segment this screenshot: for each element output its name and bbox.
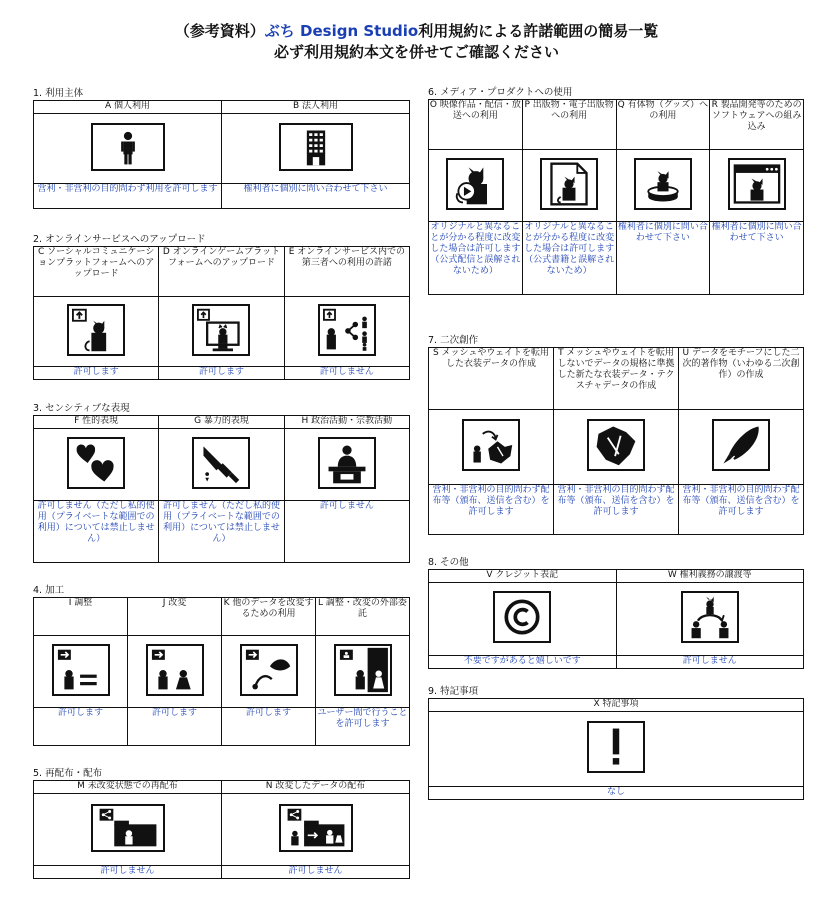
- header-u: U データをモチーフにした二次的著作物（いわゆる二次創作）の作成: [679, 348, 804, 410]
- section-title: 5. 再配布・配布: [33, 768, 103, 779]
- outsource-icon: [334, 644, 392, 696]
- result-c: 許可します: [34, 367, 159, 380]
- result-b: 権利者に個別に問い合わせて下さい: [222, 184, 410, 209]
- result-g: 許可しません（ただし私的使用（プライベートな範囲での利用）については禁止しません）: [159, 501, 284, 563]
- result-m: 許可しません: [34, 866, 222, 879]
- modify-icon: [146, 644, 204, 696]
- header-o: O 映像作品・配信・放送への利用: [429, 100, 523, 150]
- modify-other-icon: [240, 644, 298, 696]
- distribute-modified-icon: [279, 804, 353, 852]
- result-l: ユーザー間で行うことを許可します: [316, 708, 410, 746]
- section-title: 3. センシティブな表現: [33, 403, 130, 414]
- costume-new-icon: [587, 419, 645, 471]
- header-h: H 政治活動・宗教活動: [284, 416, 409, 429]
- header-r: R 製品開発等のためのソフトウェアへの組み込み: [710, 100, 804, 150]
- section-title: 8. その他: [428, 557, 469, 568]
- header-x: X 特記事項: [429, 699, 804, 712]
- software-icon: [728, 158, 786, 210]
- copyright-icon: [493, 591, 551, 643]
- result-j: 許可します: [128, 708, 222, 746]
- publication-icon: [540, 158, 598, 210]
- title-prefix: （参考資料）: [174, 22, 265, 40]
- header-b: B 法人利用: [222, 101, 410, 114]
- header-p: P 出版物・電子出版物への利用: [522, 100, 616, 150]
- result-d: 許可します: [159, 367, 284, 380]
- header-e: E オンラインサービス内での第三者への利用の許諾: [284, 247, 409, 297]
- building-icon: [279, 123, 353, 171]
- hearts-icon: [67, 437, 125, 489]
- header-j: J 改変: [128, 598, 222, 636]
- section-3: [33, 402, 410, 563]
- person-icon: [91, 123, 165, 171]
- section-1: [33, 87, 410, 209]
- section-6: [428, 86, 804, 295]
- result-w: 許可しません: [616, 656, 804, 669]
- section-7: [428, 334, 804, 535]
- section-title: 6. メディア・プロダクトへの使用: [428, 87, 573, 98]
- header-s: S メッシュやウェイトを転用した衣装データの作成: [429, 348, 554, 410]
- result-t: 営利・非営利の目的問わず配布等（頒布、送信を含む）を許可します: [554, 485, 679, 535]
- page-title: [0, 20, 833, 42]
- result-u: 営利・非営利の目的問わず配布等（頒布、送信を含む）を許可します: [679, 485, 804, 535]
- header-d: D オンラインゲームプラットフォームへのアップロード: [159, 247, 284, 297]
- page-subtitle: 必ず利用規約本文を併せてご確認ください: [273, 43, 559, 61]
- result-i: 許可します: [34, 708, 128, 746]
- result-e: 許可しません: [284, 367, 409, 380]
- section-title: 1. 利用主体: [33, 88, 84, 99]
- header-n: N 改変したデータの配布: [222, 781, 410, 794]
- section-9: [428, 685, 804, 800]
- result-r: 権利者に個別に問い合わせて下さい: [710, 222, 804, 295]
- section-title: 9. 特記事項: [428, 686, 479, 697]
- redistribute-icon: [91, 804, 165, 852]
- result-k: 許可します: [222, 708, 316, 746]
- result-f: 許可しません（ただし私的使用（プライベートな範囲での利用）については禁止しません）: [34, 501, 159, 563]
- header-m: M 未改変状態での再配布: [34, 781, 222, 794]
- upload-cat-icon: [67, 304, 125, 356]
- section-title: 7. 二次創作: [428, 335, 479, 346]
- result-q: 権利者に個別に問い合わせて下さい: [616, 222, 710, 295]
- header-k: K 他のデータを改変するための利用: [222, 598, 316, 636]
- knife-icon: [192, 437, 250, 489]
- result-a: 営利・非営利の目的問わず利用を許可します: [34, 184, 222, 209]
- transfer-rights-icon: [681, 591, 739, 643]
- header-t: T メッシュやウェイトを転用しないでデータの規格に準拠した新たな衣装データ・テクスチャデータの作成: [554, 348, 679, 410]
- brand-name: ぶち Design Studio: [264, 22, 419, 40]
- header-l: L 調整・改変の外部委託: [316, 598, 410, 636]
- header-v: V クレジット表記: [429, 570, 617, 583]
- result-v: 不要ですがあると嬉しいです: [429, 656, 617, 669]
- section-5: [33, 767, 410, 879]
- pen-icon: [712, 419, 770, 471]
- header-a: A 個人利用: [34, 101, 222, 114]
- share-third-party-icon: [318, 304, 376, 356]
- header-c: C ソーシャルコミュニケーションプラットフォームへのアップロード: [34, 247, 159, 297]
- header-f: F 性的表現: [34, 416, 159, 429]
- header-g: G 暴力的表現: [159, 416, 284, 429]
- result-s: 営利・非営利の目的問わず配布等（頒布、送信を含む）を許可します: [429, 485, 554, 535]
- costume-transfer-icon: [462, 419, 520, 471]
- result-h: 許可しません: [284, 501, 409, 563]
- exclamation-icon: [587, 721, 645, 773]
- section-2: [33, 233, 410, 380]
- title-suffix: 利用規約による許諾範囲の簡易一覧: [418, 22, 659, 40]
- result-x: なし: [429, 787, 804, 800]
- podium-icon: [318, 437, 376, 489]
- video-icon: [446, 158, 504, 210]
- section-4: [33, 584, 410, 746]
- adjust-icon: [52, 644, 110, 696]
- header-q: Q 有体物（グッズ）への利用: [616, 100, 710, 150]
- header-w: W 権利義務の譲渡等: [616, 570, 804, 583]
- header-i: I 調整: [34, 598, 128, 636]
- result-p: オリジナルと異なることが分かる程度に改変した場合は許可します（公式書籍と誤解されないため）: [522, 222, 616, 295]
- upload-monitor-icon: [192, 304, 250, 356]
- section-title: 2. オンラインサービスへのアップロード: [33, 234, 206, 245]
- section-8: [428, 556, 804, 669]
- result-o: オリジナルと異なることが分かる程度に改変した場合は許可します（公式配信と誤解されないため）: [429, 222, 523, 295]
- result-n: 許可しません: [222, 866, 410, 879]
- goods-icon: [634, 158, 692, 210]
- section-title: 4. 加工: [33, 585, 65, 596]
